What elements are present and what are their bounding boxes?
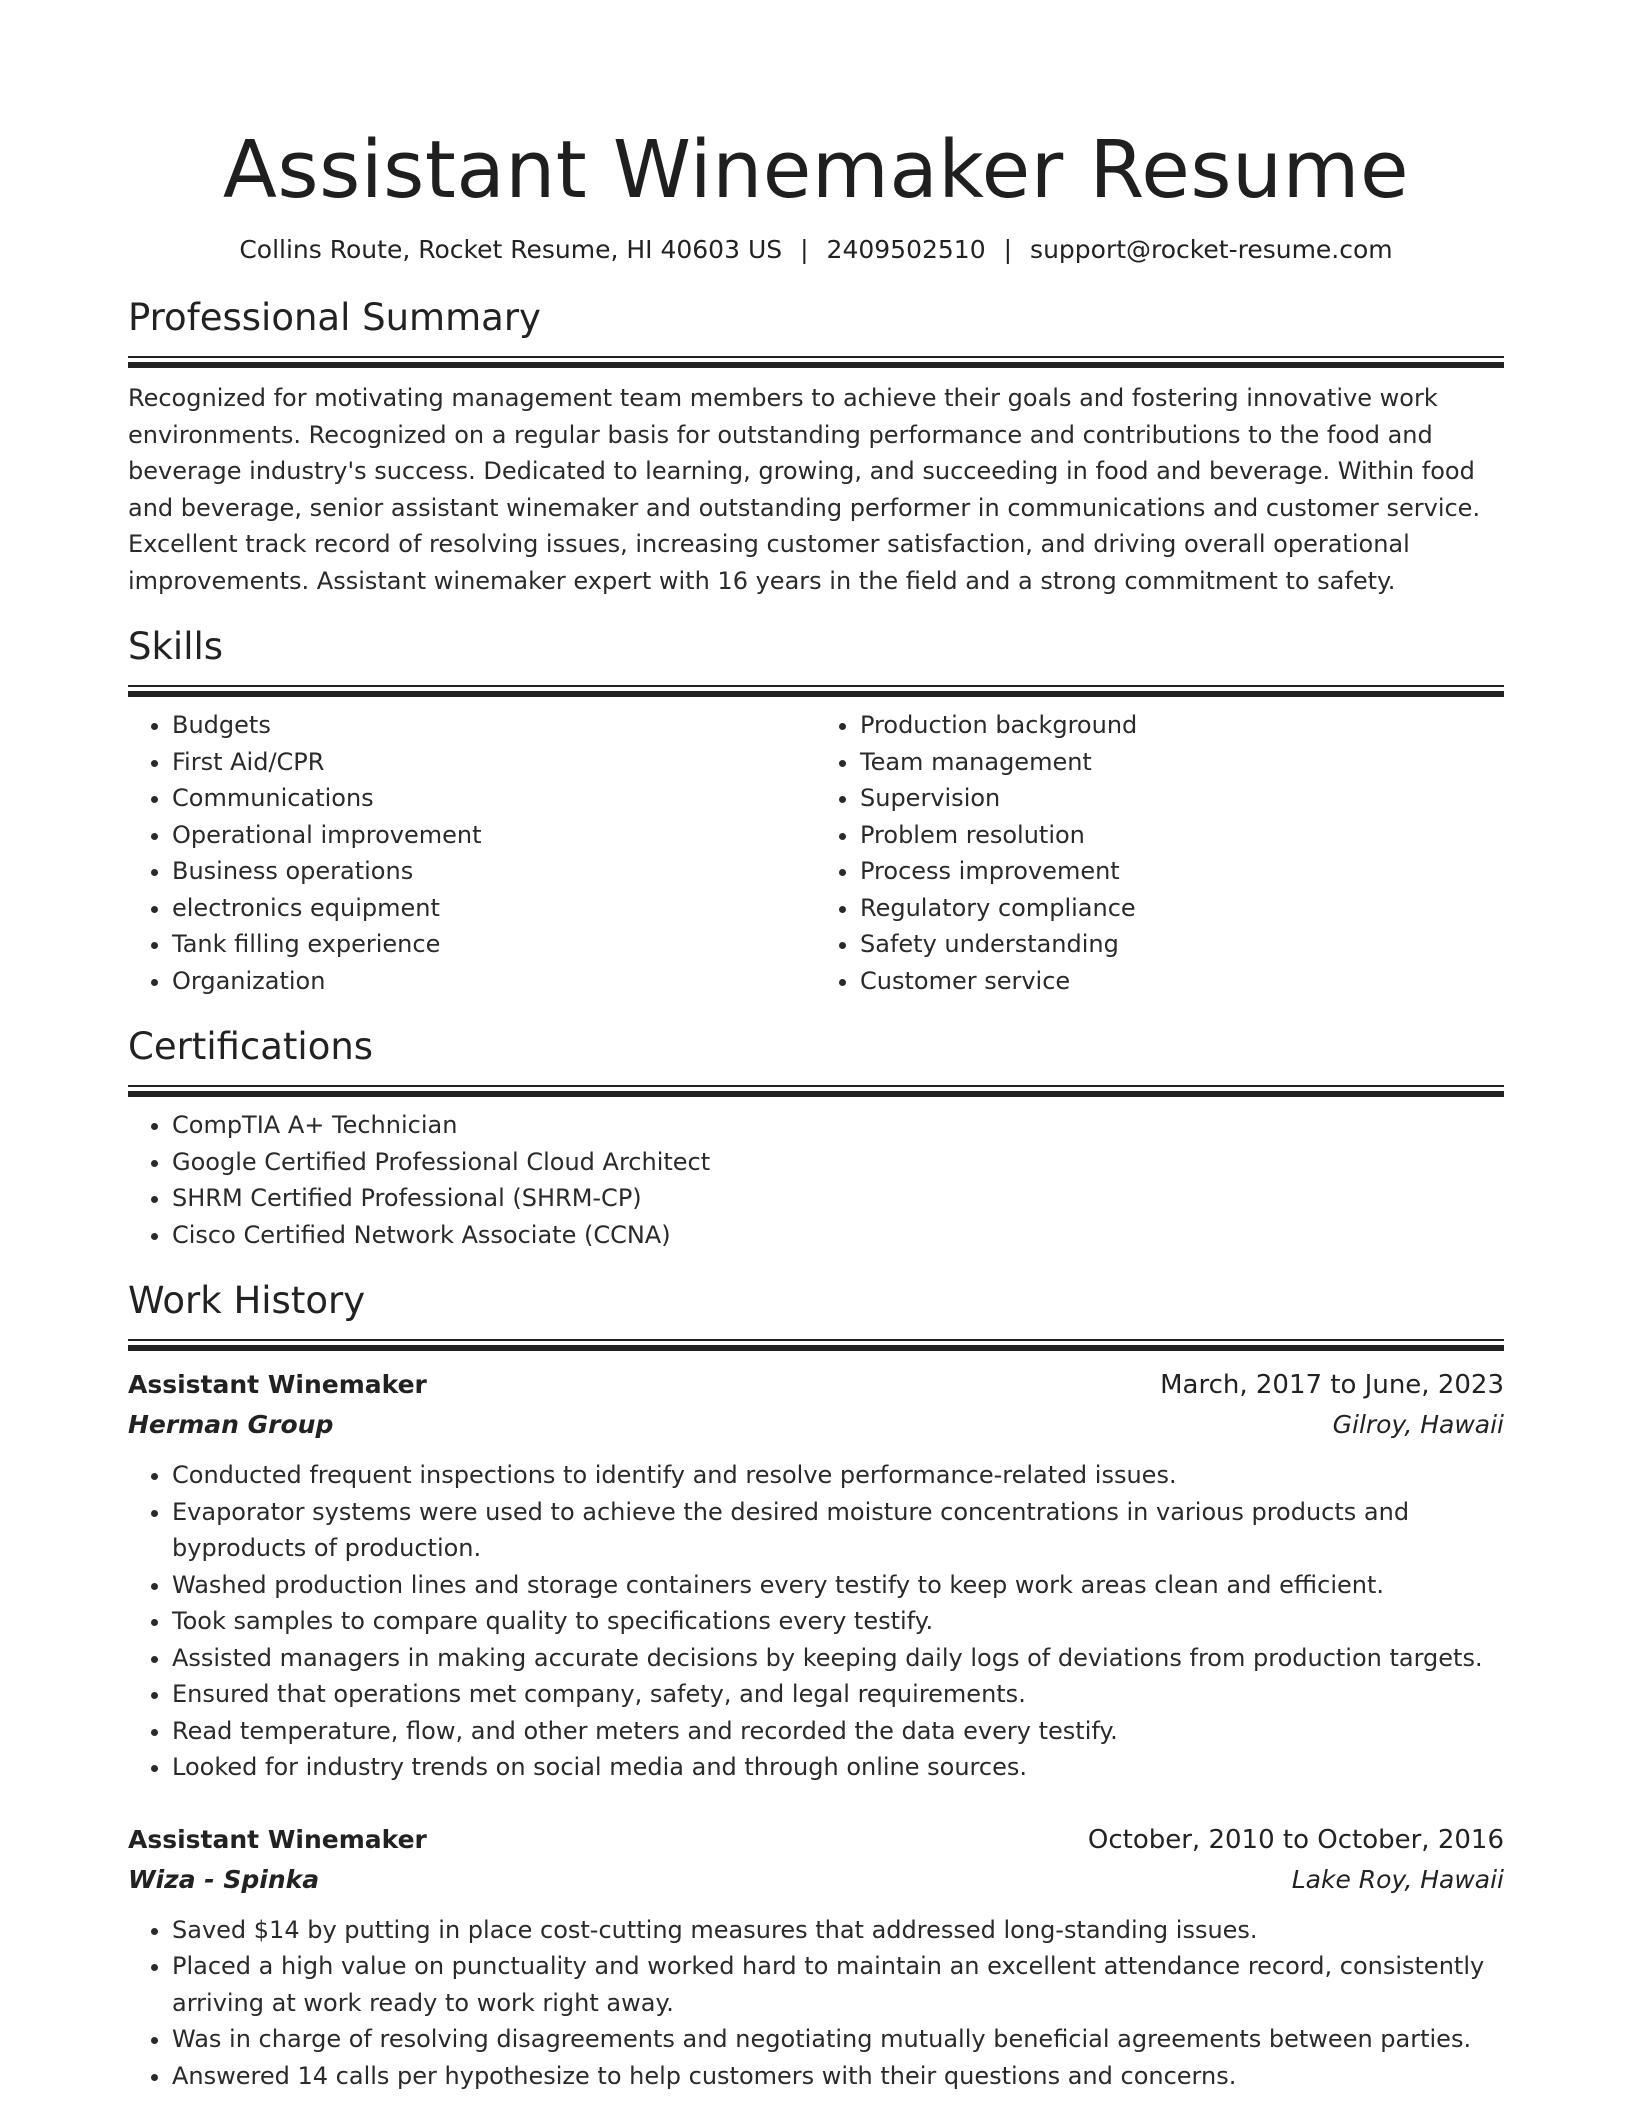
section-heading-certifications: Certifications — [128, 1025, 374, 1068]
job-duty-item: • Ensured that operations met company, safety, and legal requirements. — [172, 1676, 1504, 1713]
section-divider — [128, 1085, 1504, 1097]
certification-item: • Cisco Certified Network Associate (CCNA) — [172, 1217, 1504, 1254]
job-location: Gilroy, Hawaii — [1332, 1410, 1504, 1439]
skill-item: • Problem resolution — [860, 817, 1504, 854]
job-duty-item: • Conducted frequent inspections to identify and resolve performance-related issues. — [172, 1457, 1504, 1494]
skill-item: • Communications — [172, 780, 816, 817]
skill-item: • Production background — [860, 707, 1504, 744]
job-duties-list — [128, 1457, 1504, 1786]
job-location: Lake Roy, Hawaii — [1291, 1864, 1504, 1894]
skill-item: • First Aid/CPR — [172, 744, 816, 781]
job-duty-item: • Assisted managers in making accurate decisions by keeping daily logs of deviations from production targets. — [172, 1640, 1504, 1677]
job-duty-item: • Looked for industry trends on social media and through online sources. — [172, 1749, 1504, 1786]
skill-item: • Business operations — [172, 853, 816, 890]
work-history-section — [128, 1275, 1504, 2094]
job-duty-item: • Evaporator systems were used to achieve the desired moisture concentrations in various products and byproducts of production. — [172, 1494, 1504, 1567]
contact-phone: 2409502510 — [826, 235, 986, 264]
skills-section — [128, 621, 1504, 999]
contact-separator: | — [1003, 235, 1013, 264]
job-duty-item: • Washed production lines and storage containers every testify to keep work areas clean and efficient. — [172, 1567, 1504, 1604]
job-duty-item: • Read temperature, flow, and other meters and recorded the data every testify. — [172, 1713, 1504, 1750]
job-duty-item: • Saved $14 by putting in place cost-cutting measures that addressed long-standing issues. — [172, 1912, 1504, 1949]
job-duty-item: • Placed a high value on punctuality and worked hard to maintain an excellent attendance record, consistently arriving at work ready to work right away. — [172, 1948, 1504, 2021]
job-company: Herman Group — [128, 1410, 334, 1439]
summary-text: Recognized for motivating management team members to achieve their goals and fostering innovative work environments. Recognized on a regular basis for outstanding performance and contributions to the food and beverage industry's success. Dedicated to learning, growing, and succeeding in food and beverage. Within food and beverage, senior assistant winemaker and outstanding performer in communications and customer service. Excellent track record of resolving issues, increasing customer satisfaction, and driving overall operational improvements. Assistant winemaker expert with 16 years in the field and a strong commitment to safety. — [128, 384, 1481, 595]
skills-list-left — [128, 707, 816, 999]
job-header-row — [128, 1820, 1504, 1860]
job-duty-item: • Was in charge of resolving disagreements and negotiating mutually beneficial agreements between parties. — [172, 2021, 1504, 2058]
job-company: Wiza - Spinka — [128, 1864, 320, 1894]
skill-item: • Customer service — [860, 963, 1504, 1000]
skill-item: • electronics equipment — [172, 890, 816, 927]
skill-item: • Regulatory compliance — [860, 890, 1504, 927]
skills-grid — [128, 707, 1504, 999]
summary-section — [128, 292, 1504, 599]
certification-item: • SHRM Certified Professional (SHRM-CP) — [172, 1180, 1504, 1217]
job-dates: March, 2017 to June, 2023 — [1160, 1370, 1504, 1400]
certifications-list — [128, 1107, 1504, 1253]
skill-item: • Safety understanding — [860, 926, 1504, 963]
skill-item: • Supervision — [860, 780, 1504, 817]
job-dates: October, 2010 to October, 2016 — [1087, 1824, 1504, 1855]
contact-address: Collins Route, Rocket Resume, HI 40603 US — [239, 235, 783, 264]
section-divider — [128, 685, 1504, 697]
skill-item: • Team management — [860, 744, 1504, 781]
contact-email: support@rocket-resume.com — [1030, 235, 1393, 264]
resume-title: Assistant Winemaker Resume — [222, 124, 1410, 216]
job-company-row — [128, 1860, 1504, 1900]
certifications-section — [128, 1021, 1504, 1253]
job-duty-item: • Took samples to compare quality to specifications every testify. — [172, 1603, 1504, 1640]
job-title: Assistant Winemaker — [128, 1370, 427, 1399]
skill-item: • Operational improvement — [172, 817, 816, 854]
contact-separator: | — [800, 235, 809, 264]
job-entry — [128, 1365, 1504, 1786]
job-duties-list — [128, 1912, 1504, 2095]
contact-line — [128, 230, 1504, 270]
section-heading-skills: Skills — [128, 625, 224, 668]
section-divider — [128, 356, 1504, 368]
job-entry — [128, 1820, 1504, 2095]
section-divider — [128, 1339, 1504, 1351]
skill-item: • Organization — [172, 963, 816, 1000]
skill-item: • Process improvement — [860, 853, 1504, 890]
certification-item: • Google Certified Professional Cloud Architect — [172, 1144, 1504, 1181]
certification-item: • CompTIA A+ Technician — [172, 1107, 1504, 1144]
resume-page — [128, 120, 1504, 2094]
skill-item: • Budgets — [172, 707, 816, 744]
job-header-row — [128, 1365, 1504, 1405]
skills-list-right — [816, 707, 1504, 999]
job-duty-item: • Answered 14 calls per hypothesize to help customers with their questions and concerns. — [172, 2058, 1504, 2095]
section-heading-work-history: Work History — [128, 1279, 366, 1322]
job-title: Assistant Winemaker — [128, 1824, 427, 1854]
skill-item: • Tank filling experience — [172, 926, 816, 963]
job-company-row — [128, 1405, 1504, 1445]
section-heading-summary: Professional Summary — [128, 296, 541, 339]
